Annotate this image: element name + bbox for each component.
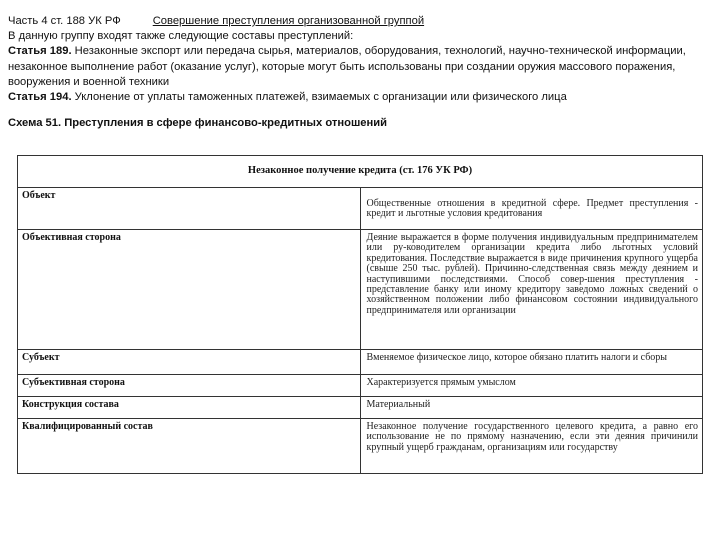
table-header-row [18, 156, 703, 188]
scheme-title: Схема 51. Преступления в сфере финансово-кредитных отношений [8, 117, 387, 129]
table-row [18, 375, 703, 397]
article-189-text: Незаконные экспорт или передача сырья, материалов, оборудования, технологий, научно-технической информации, незаконное выполнение работ (оказание услуг), которые могут быть использованы при создании оружия массового поражения, вооружения и военной техники [8, 45, 686, 88]
row-label: Квалифицированный состав [18, 419, 361, 474]
article-189 [8, 44, 714, 90]
row-value: Деяние выражается в форме получения индивидуальным предпринимателем или ру-ководителем организации кредита либо льготных условий кредитования. Последствие выражается в виде причинения крупного ущерба (свыше 250 тыс. рублей). Причинно-следственная связь между деянием и наступившими последствиями. Способ совер-шения преступления - представление банку или иному кредитору заведомо ложных сведений о хозяйственном положении либо финансовом состоянии индивидуального предпринимателя или организации [360, 230, 703, 350]
row-value-text: Общественные отношения в кредитной сфере. Предмет преступления - кредит и льготные условия кредитования [366, 198, 698, 220]
intro-block [8, 14, 714, 105]
part-reference: Часть 4 ст. 188 УК РФ [8, 15, 121, 27]
row-value: Характеризуется прямым умыслом [360, 375, 703, 397]
intro-line-2: В данную группу входят также следующие составы преступлений: [8, 30, 354, 43]
row-value: Материальный [360, 397, 703, 419]
intro-line-1 [8, 14, 714, 29]
table-row [18, 188, 703, 230]
row-value: Вменяемое физическое лицо, которое обязано платить налоги и сборы [360, 350, 703, 375]
table-row [18, 397, 703, 419]
row-label: Субъект [18, 350, 361, 375]
row-label: Конструкция состава [18, 397, 361, 419]
table-row [18, 350, 703, 375]
table-row [18, 419, 703, 474]
part-title: Совершение преступления организованной группой [152, 15, 425, 27]
row-value [360, 188, 703, 230]
row-value: Незаконное получение государственного целевого кредита, а равно его использование не по прямому назначению, если эти деяния причинили крупный ущерб гражданам, организациям или государству [360, 419, 703, 474]
crime-composition-table [17, 155, 703, 474]
article-194-text: Уклонение от уплаты таможенных платежей, взимаемых с организации или физического лица [74, 91, 567, 104]
article-189-label: Статья 189. [8, 45, 72, 58]
row-label: Объективная сторона [18, 230, 361, 350]
article-194 [8, 90, 714, 105]
row-label: Субъективная сторона [18, 375, 361, 397]
row-label: Объект [18, 188, 361, 230]
table-row [18, 230, 703, 350]
article-194-label: Статья 194. [8, 91, 72, 104]
table-header: Незаконное получение кредита (ст. 176 УК РФ) [18, 156, 703, 188]
